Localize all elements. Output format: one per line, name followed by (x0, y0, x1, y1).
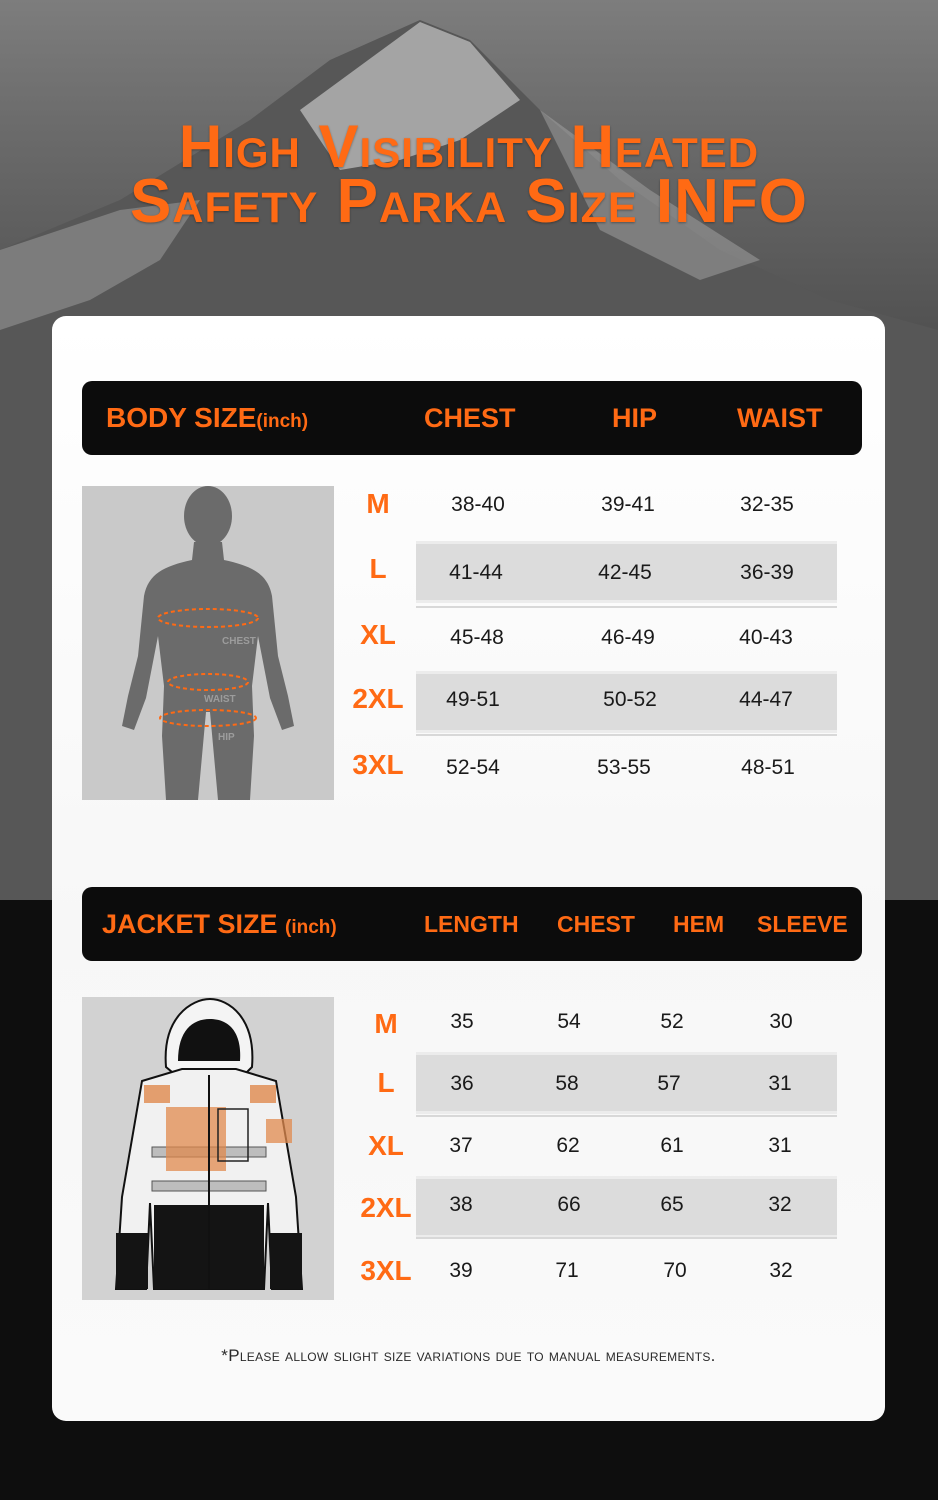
body-col-hip: HIP (612, 403, 658, 433)
table-cell: 65 (660, 1193, 684, 1216)
table-cell: 62 (556, 1134, 580, 1157)
table-cell: 57 (657, 1072, 681, 1095)
table-cell: 45-48 (450, 626, 504, 649)
table-cell: 53-55 (597, 756, 651, 779)
table-cell: 70 (663, 1259, 687, 1282)
table-cell: 32 (768, 1193, 792, 1216)
table-cell: 49-51 (446, 688, 500, 711)
divider (416, 734, 837, 736)
table-cell: 36-39 (740, 561, 794, 584)
table-cell: 54 (557, 1010, 581, 1033)
table-cell: 71 (555, 1259, 579, 1282)
table-cell: 32 (769, 1259, 793, 1282)
figure-waist-label: WAIST (204, 694, 236, 705)
table-cell: 50-52 (603, 688, 657, 711)
table-cell: 61 (660, 1134, 684, 1157)
body-size-header (82, 381, 862, 455)
body-col-waist: WAIST (737, 403, 823, 433)
divider (416, 606, 837, 608)
figure-hip-label: HIP (218, 732, 235, 743)
table-cell: 38-40 (451, 493, 505, 516)
jacket-size-header (82, 887, 862, 961)
table-cell: 35 (450, 1010, 474, 1033)
divider (416, 1237, 837, 1239)
table-cell: 52-54 (446, 756, 500, 779)
jacket-size-title: JACKET SIZE (102, 909, 286, 939)
jacket-col-hem: HEM (673, 911, 725, 937)
body-size-xl: XL (360, 619, 396, 650)
body-col-chest: CHEST (424, 403, 516, 433)
human-silhouette-icon (82, 486, 334, 800)
figure-chest-label: CHEST (222, 636, 256, 647)
page-title-line-2: Safety Parka Size INFO (130, 167, 808, 236)
table-cell: 46-49 (601, 626, 655, 649)
table-cell: 44-47 (739, 688, 793, 711)
jacket-size-l: L (377, 1067, 395, 1098)
measurement-footnote: *Please allow slight size variations due to manual measurements. (221, 1346, 716, 1365)
table-cell: 36 (450, 1072, 474, 1095)
table-cell: 32-35 (740, 493, 794, 516)
jacket-size-2xl: 2XL (360, 1192, 412, 1223)
table-cell: 38 (449, 1193, 473, 1216)
divider (416, 1115, 837, 1117)
body-size-3xl: 3XL (352, 749, 404, 780)
table-cell: 39 (449, 1259, 473, 1282)
body-size-m: M (366, 488, 390, 519)
table-cell: 52 (660, 1010, 684, 1033)
jacket-size-unit: (inch) (285, 917, 337, 938)
table-cell: 31 (768, 1072, 792, 1095)
jacket-col-length: LENGTH (424, 911, 519, 937)
table-cell: 39-41 (601, 493, 655, 516)
table-cell: 66 (557, 1193, 581, 1216)
jacket-col-chest: CHEST (557, 911, 635, 937)
jacket-size-m: M (374, 1008, 398, 1039)
table-cell: 41-44 (449, 561, 503, 584)
jacket-size-xl: XL (368, 1130, 404, 1161)
jacket-col-sleeve: SLEEVE (757, 911, 848, 937)
table-cell: 42-45 (598, 561, 652, 584)
table-cell: 40-43 (739, 626, 793, 649)
body-size-2xl: 2XL (352, 683, 404, 714)
body-figure-panel (82, 486, 334, 800)
table-cell: 48-51 (741, 756, 795, 779)
table-cell: 58 (555, 1072, 579, 1095)
jacket-size-3xl: 3XL (360, 1255, 412, 1286)
body-size-title: BODY SIZE (106, 402, 257, 433)
table-cell: 30 (769, 1010, 793, 1033)
table-cell: 37 (449, 1134, 473, 1157)
body-size-unit: (inch) (256, 411, 309, 432)
table-cell: 31 (768, 1134, 792, 1157)
page-title-line-1: High Visibility Heated (178, 113, 760, 180)
body-size-l: L (369, 553, 387, 584)
heated-parka-icon (82, 997, 334, 1300)
jacket-figure-panel (82, 997, 334, 1300)
